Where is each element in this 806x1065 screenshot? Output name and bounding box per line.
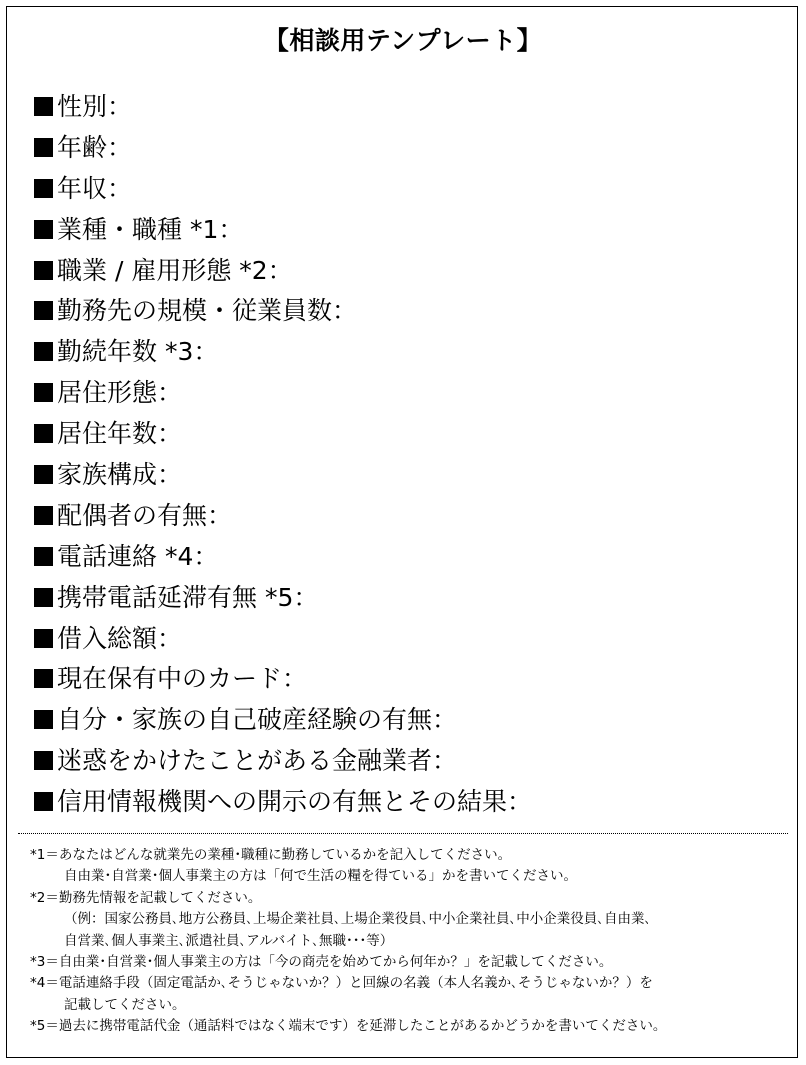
square-bullet-icon — [34, 629, 53, 648]
square-bullet-icon — [34, 261, 53, 280]
footnotes — [30, 845, 790, 1038]
footnote-1-continued: 自由業･自営業･個人事業主の方は「何で生活の糧を得ている」かを書いてください。 — [64, 868, 577, 885]
field-credit-disclosure — [34, 782, 532, 823]
field-mobile-delinquency — [34, 578, 532, 619]
footnote-2: *2＝勤務先情報を記載してください。 — [30, 889, 262, 906]
field-current-cards — [34, 659, 532, 700]
square-bullet-icon — [34, 220, 53, 239]
footnote-4-continued: 記載してください。 — [64, 996, 186, 1013]
square-bullet-icon — [34, 710, 53, 729]
field-label: 居住形態： — [57, 378, 183, 408]
field-phone-contact — [34, 537, 532, 578]
field-gender — [34, 87, 532, 128]
square-bullet-icon — [34, 751, 53, 770]
field-label: 居住年数： — [57, 419, 183, 449]
footnote-3: *3＝自由業･自営業･個人事業主の方は「今の商売を始めてから何年か？」を記載してください。 — [30, 954, 613, 971]
footnote-5: *5＝過去に携帯電話代金（通話料ではなく端末です）を延滞したことがあるかどうかを書いてください。 — [30, 1018, 667, 1035]
field-employment-type — [34, 251, 532, 292]
field-label: 信用情報機関への開示の有無とその結果： — [57, 787, 533, 817]
field-years-employed — [34, 332, 532, 373]
square-bullet-icon — [34, 342, 53, 361]
square-bullet-icon — [34, 138, 53, 157]
field-label: 現在保有中のカード： — [57, 664, 308, 694]
field-label: 自分・家族の自己破産経験の有無： — [57, 705, 458, 735]
square-bullet-icon — [34, 792, 53, 811]
square-bullet-icon — [34, 588, 53, 607]
field-label: 年齢： — [57, 132, 133, 162]
footnote-2-example: （例：国家公務員､地方公務員､上場企業社員､上場企業役員､中小企業社員､中小企業役員､自由業､ — [64, 911, 652, 928]
field-label: 性別： — [57, 92, 133, 121]
field-housing-type — [34, 373, 532, 414]
footnote-4: *4＝電話連絡手段（固定電話か､そうじゃないか？）と回線の名義（本人名義か､そうじゃないか？）を — [30, 975, 653, 992]
square-bullet-icon — [34, 465, 53, 484]
square-bullet-icon — [34, 97, 53, 116]
square-bullet-icon — [34, 506, 53, 525]
square-bullet-icon — [34, 383, 53, 402]
field-bankruptcy-history — [34, 700, 532, 741]
field-label: 借入総額： — [57, 623, 183, 653]
field-label: 配偶者の有無： — [57, 500, 233, 530]
field-troubled-lenders — [34, 741, 532, 782]
field-label: 勤務先の規模・従業員数： — [57, 296, 358, 326]
field-label: 迷惑をかけたことがある金融業者： — [57, 746, 458, 776]
square-bullet-icon — [34, 424, 53, 443]
field-label: 電話連絡 *4： — [57, 541, 219, 571]
square-bullet-icon — [34, 669, 53, 688]
field-years-residence — [34, 414, 532, 455]
document-title: 【相談用テンプレート】 — [263, 26, 543, 55]
field-spouse — [34, 496, 532, 537]
dotted-divider — [18, 833, 788, 834]
square-bullet-icon — [34, 301, 53, 320]
footnote-2-example-continued: 自営業､個人事業主､派遣社員､アルバイト､無職･･･等） — [64, 932, 394, 949]
field-income — [34, 169, 532, 210]
field-family-structure — [34, 455, 532, 496]
field-list — [34, 87, 532, 823]
field-industry-occupation — [34, 210, 532, 251]
field-label: 勤続年数 *3： — [57, 337, 219, 367]
field-label: 職業 / 雇用形態 *2： — [57, 255, 293, 285]
square-bullet-icon — [34, 179, 53, 198]
field-age — [34, 128, 532, 169]
field-total-borrowing — [34, 619, 532, 660]
footnote-1: *1＝あなたはどんな就業先の業種･職種に勤務しているかを記入してください。 — [30, 847, 512, 863]
square-bullet-icon — [34, 547, 53, 566]
field-label: 業種・職種 *1： — [57, 214, 244, 244]
field-label: 年収： — [57, 173, 133, 203]
field-label: 家族構成： — [57, 460, 183, 490]
field-company-size — [34, 291, 532, 332]
field-label: 携帯電話延滞有無 *5： — [57, 582, 319, 612]
